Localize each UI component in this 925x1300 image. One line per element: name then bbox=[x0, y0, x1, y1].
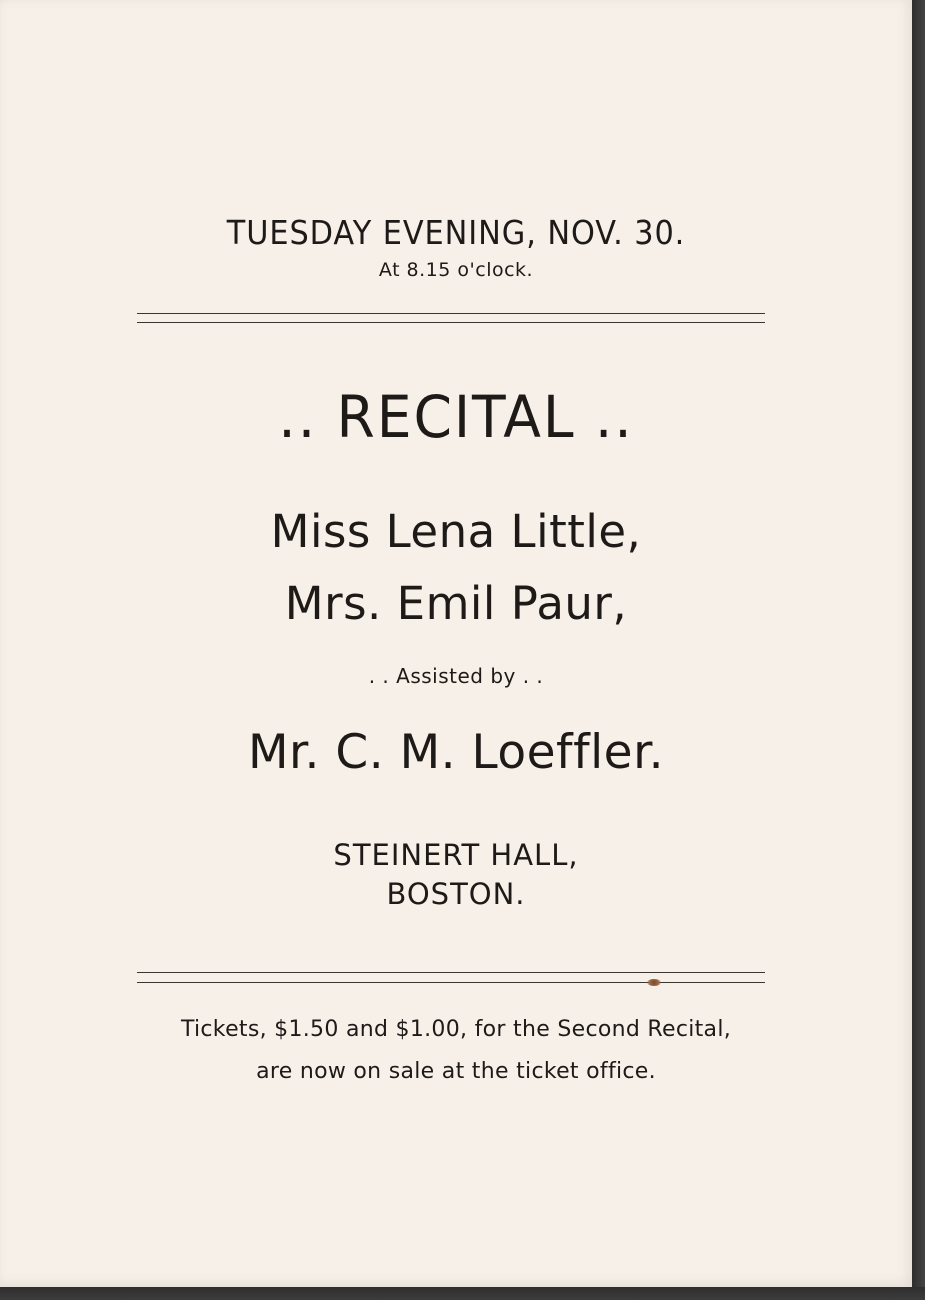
bottom-rule-upper bbox=[137, 972, 765, 973]
tickets-notice-line-2: are now on sale at the ticket office. bbox=[256, 1059, 656, 1084]
background-edge-right bbox=[912, 0, 925, 1300]
event-time: At 8.15 o'clock. bbox=[378, 259, 534, 281]
venue-hall: STEINERT HALL, bbox=[333, 838, 579, 872]
performer-loeffler: Mr. C. M. Loeffler. bbox=[247, 725, 665, 780]
recital-title: .. RECITAL .. bbox=[278, 383, 634, 451]
top-rule-lower bbox=[137, 322, 765, 323]
event-date: TUESDAY EVENING, NOV. 30. bbox=[226, 213, 686, 252]
paper-stain bbox=[647, 979, 661, 986]
background-edge-bottom bbox=[0, 1287, 925, 1300]
performer-lena-little: Miss Lena Little, bbox=[270, 505, 642, 558]
tickets-notice-line-1: Tickets, $1.50 and $1.00, for the Second Recital, bbox=[180, 1017, 732, 1042]
bottom-rule-lower bbox=[137, 982, 765, 983]
top-rule-upper bbox=[137, 313, 765, 314]
venue-city: BOSTON. bbox=[386, 877, 526, 911]
assisted-by-label: . . Assisted by . . bbox=[368, 664, 544, 688]
performer-emil-paur: Mrs. Emil Paur, bbox=[284, 577, 628, 630]
